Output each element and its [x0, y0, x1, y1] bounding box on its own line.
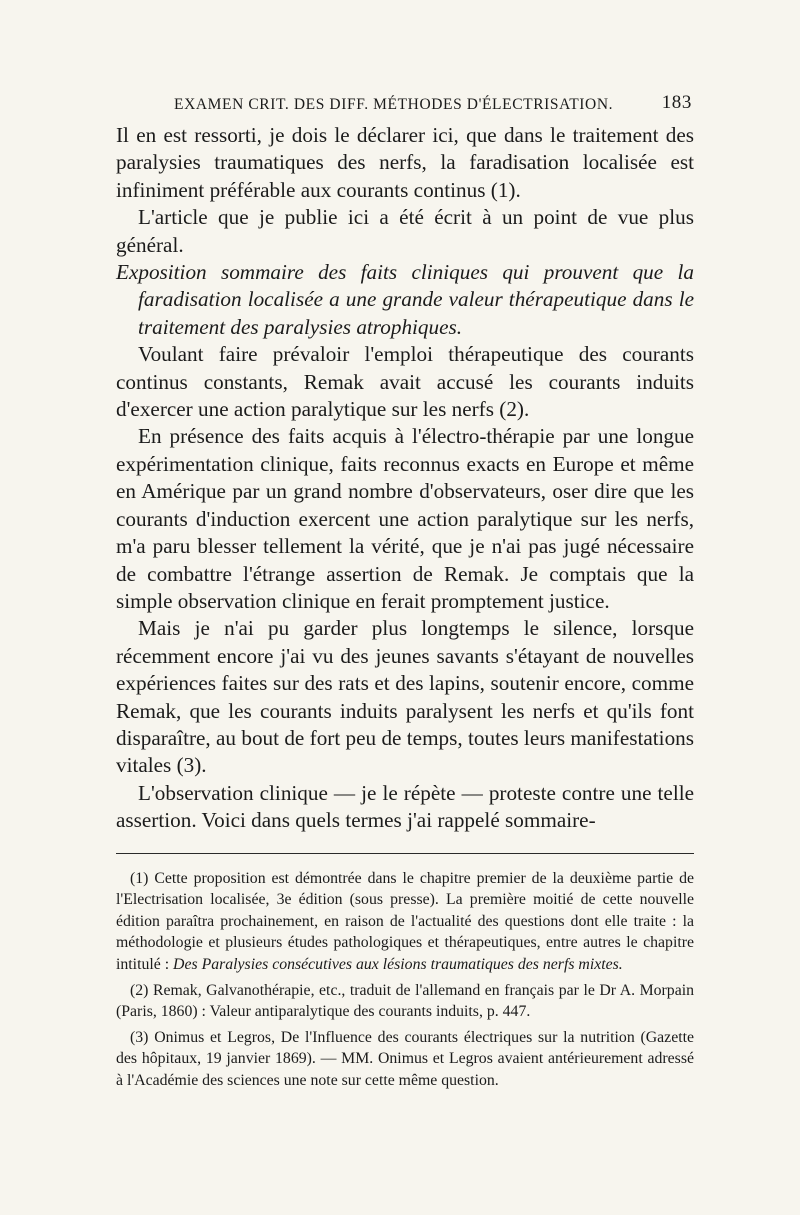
main-text	[116, 122, 694, 835]
running-header	[116, 92, 694, 122]
footnote-divider	[116, 853, 694, 854]
paragraph: L'article que je publie ici a été écrit à un point de vue plus général.	[116, 205, 694, 257]
footnote-3: (3) Onimus et Legros, De l'Influence des courants électriques sur la nutrition (Gazette des hôpitaux, 19 janvier 1869). — MM. Onimus et Legros avaient antérieurement adressé à l'Académie des sciences une note sur cette même question.	[116, 1028, 694, 1089]
book-page	[116, 92, 694, 1092]
footnote-2: (2) Remak, Galvanothérapie, etc., traduit de l'allemand en français par le Dr A. Morpain (Paris, 1860) : Valeur antiparalytique des courants induits, p. 447.	[116, 981, 694, 1021]
page-number: 183	[661, 92, 692, 113]
running-title: EXAMEN CRIT. DES DIFF. MÉTHODES D'ÉLECTRISATION.	[174, 96, 614, 113]
footnote-1-italic: Des Paralysies consécutives aux lésions traumatiques des nerfs mixtes.	[173, 955, 623, 973]
paragraph: En présence des faits acquis à l'électro-thérapie par une longue expérimentation clinique, faits reconnus exacts en Europe et même en Amérique par un grand nombre d'observateurs, oser dire que les courants d'induction exercent une action paralytique sur les nerfs, m'a paru blesser tellement la vérité, que je n'ai pas jugé nécessaire de combattre l'étrange assertion de Remak. Je comptais que la simple observation clinique en ferait promptement justice.	[116, 424, 694, 613]
footnotes	[116, 868, 694, 1092]
section-heading: Exposition sommaire des faits cliniques qui prouvent que la faradisation localisée a une grande valeur thérapeutique dans le traitement des paralysies atrophiques.	[116, 260, 694, 339]
footnote-1	[116, 868, 694, 976]
paragraph: L'observation clinique — je le répète — proteste contre une telle assertion. Voici dans quels termes j'ai rappelé sommaire-	[116, 780, 694, 833]
paragraph: Voulant faire prévaloir l'emploi thérapeutique des courants continus constants, Remak avait accusé les courants induits d'exercer une action paralytique sur les nerfs (2).	[116, 342, 694, 422]
paragraph: Il en est ressorti, je dois le déclarer ici, que dans le traitement des paralysies traumatiques des nerfs, la faradisation localisée est infiniment préférable aux courants continus (1).	[116, 123, 694, 202]
paragraph: Mais je n'ai pu garder plus longtemps le silence, lorsque récemment encore j'ai vu des jeunes savants s'étayant de nouvelles expériences faites sur des rats et des lapins, soutenir encore, comme Remak, que les courants induits paralysent les nerfs et qu'ils font disparaître, au bout de fort peu de temps, toutes leurs manifestations vitales (3).	[116, 616, 694, 778]
footnote-1-text: (1) Cette proposition est démontrée dans le chapitre premier de la deuxième partie de l'Electrisation localisée, 3e édition (sous presse). La première moitié de cette nouvelle édition paraîtra prochainement, en raison de l'actualité des questions dont elle traite : la méthodologie et plusieurs études pathologiques et thérapeutiques, entre autres le chapitre intitulé :	[116, 869, 694, 973]
